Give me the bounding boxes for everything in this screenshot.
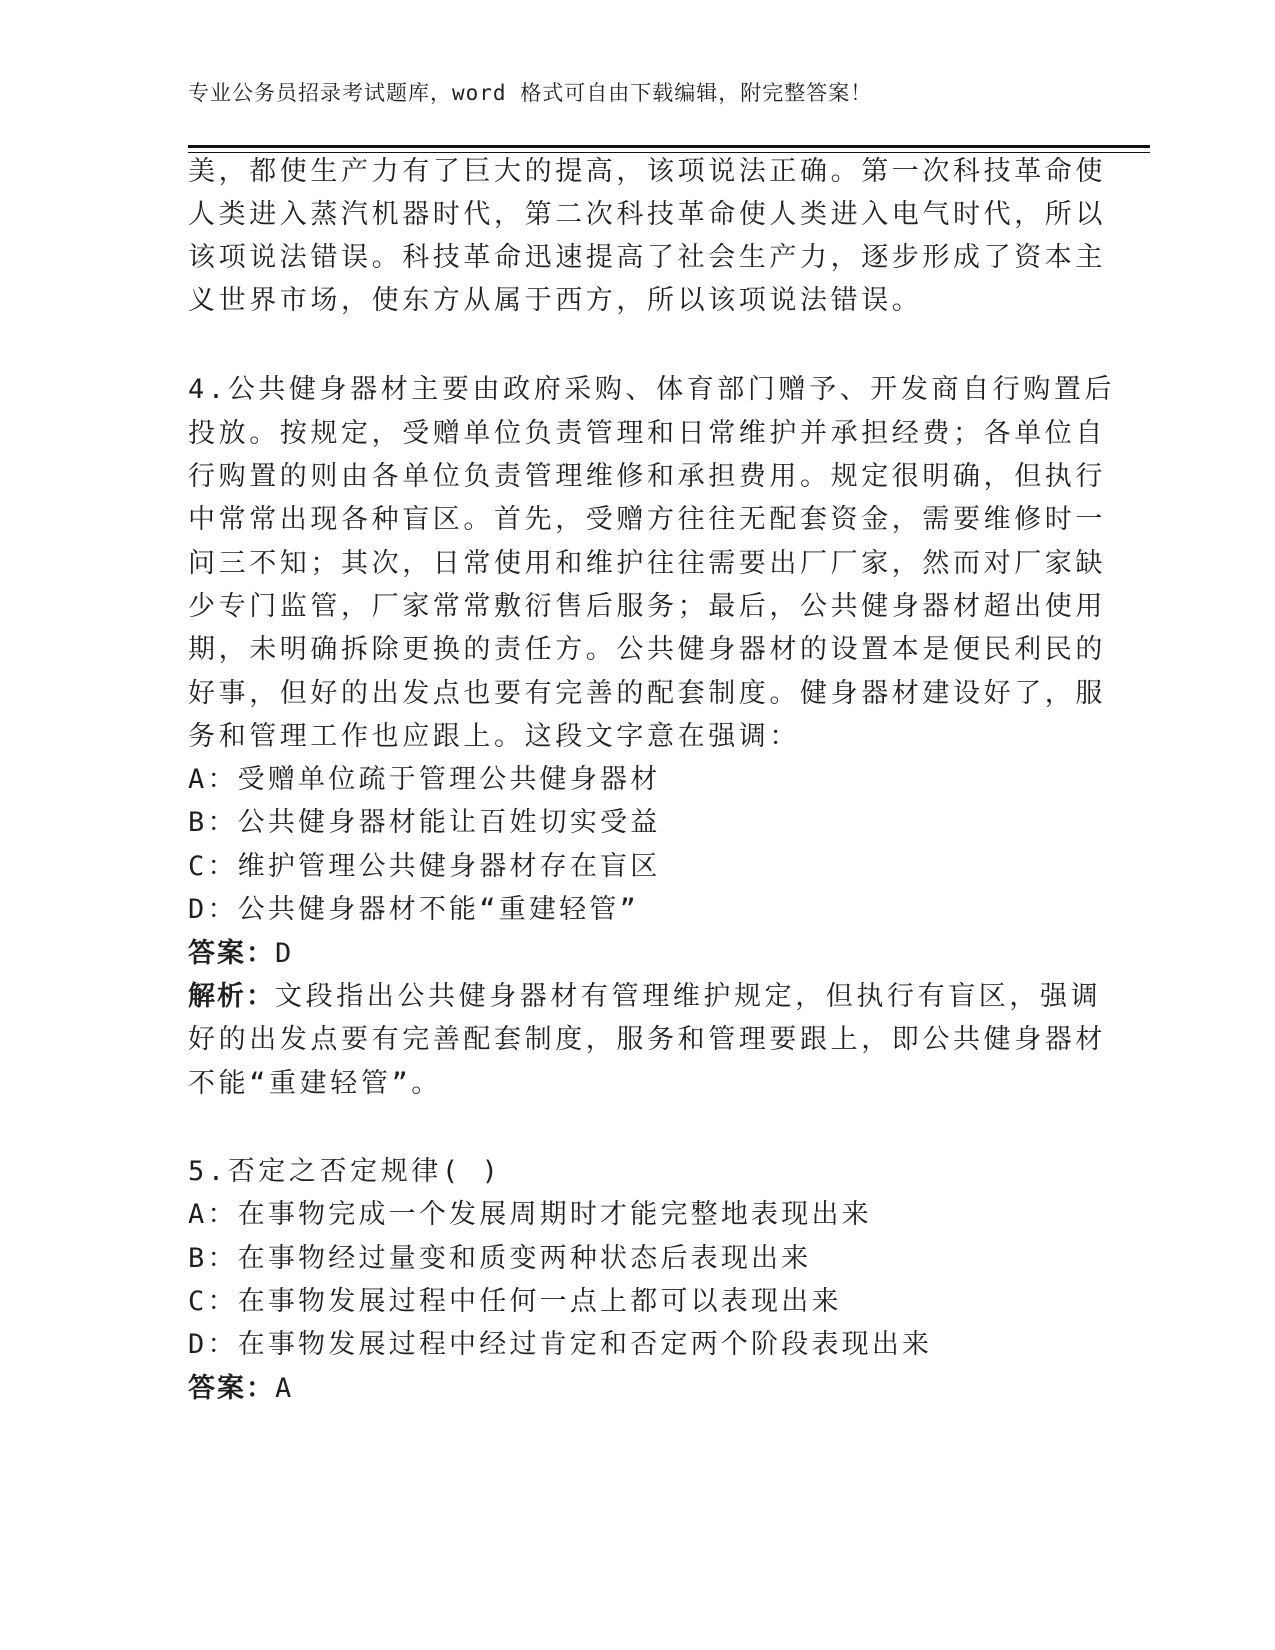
q5-answer (188, 1371, 293, 1407)
prev-explanation-line: 义世界市场，使东方从属于西方，所以该项说法错误。 (188, 285, 923, 316)
q5-option-a: A：在事物完成一个发展周期时才能完整地表现出来 (188, 1199, 872, 1230)
prev-explanation-line: 该项说法错误。科技革命迅速提高了社会生产力，逐步形成了资本主 (188, 242, 1106, 273)
q4-analysis-line (188, 979, 1101, 1015)
q5-option-d: D：在事物发展过程中经过肯定和否定两个阶段表现出来 (188, 1329, 933, 1360)
q4-option-a: A：受赠单位疏于管理公共健身器材 (188, 764, 661, 795)
q4-stem-line: 行购置的则由各单位负责管理维修和承担费用。规定很明确，但执行 (188, 461, 1106, 492)
q4-stem-line: 中常常出现各种盲区。首先，受赠方往往无配套资金，需要维修时一 (188, 504, 1106, 535)
page-header: 专业公务员招录考试题库，word 格式可自由下载编辑，附完整答案！ (188, 81, 873, 105)
q4-answer (188, 936, 293, 972)
q4-analysis-line: 好的出发点要有完善配套制度，服务和管理要跟上，即公共健身器材 (188, 1024, 1106, 1055)
q4-option-d: D：公共健身器材不能“重建轻管” (188, 894, 639, 925)
prev-explanation-line: 人类进入蒸汽机器时代，第二次科技革命使人类进入电气时代，所以 (188, 199, 1106, 230)
q4-stem-line: 务和管理工作也应跟上。这段文字意在强调： (188, 721, 800, 752)
q4-answer-label: 答案： (188, 938, 275, 969)
q4-answer-value: D (275, 938, 294, 969)
q4-option-c: C：维护管理公共健身器材存在盲区 (188, 851, 661, 882)
q5-answer-label: 答案： (188, 1373, 275, 1404)
q5-answer-value: A (275, 1373, 294, 1404)
prev-explanation-line: 美，都使生产力有了巨大的提高，该项说法正确。第一次科技革命使 (188, 156, 1106, 187)
q4-stem-line: 问三不知；其次，日常使用和维护往往需要出厂厂家，然而对厂家缺 (188, 548, 1106, 579)
q4-stem-line: 期，未明确拆除更换的责任方。公共健身器材的设置本是便民利民的 (188, 634, 1106, 665)
q4-stem-line: 少专门监管，厂家常常敷衍售后服务；最后，公共健身器材超出使用 (188, 591, 1106, 622)
q4-stem-line: 投放。按规定，受赠单位负责管理和日常维护并承担经费；各单位自 (188, 418, 1106, 449)
q4-analysis-line: 不能“重建轻管”。 (188, 1068, 442, 1099)
q4-analysis-label: 解析： (188, 981, 275, 1012)
q4-stem-line: 好事，但好的出发点也要有完善的配套制度。健身器材建设好了，服 (188, 678, 1106, 709)
header-divider-thick (188, 145, 1150, 148)
q5-option-c: C：在事物发展过程中任何一点上都可以表现出来 (188, 1286, 842, 1317)
q5-option-b: B：在事物经过量变和质变两种状态后表现出来 (188, 1243, 812, 1274)
q4-stem-line: 4.公共健身器材主要由政府采购、体育部门赠予、开发商自行购置后 (188, 374, 1116, 405)
header-divider-thin (188, 152, 1150, 153)
q4-option-b: B：公共健身器材能让百姓切实受益 (188, 807, 661, 838)
q5-stem: 5.否定之否定规律( ) (188, 1156, 502, 1187)
q4-analysis-text: 文段指出公共健身器材有管理维护规定，但执行有盲区，强调 (275, 981, 1102, 1012)
